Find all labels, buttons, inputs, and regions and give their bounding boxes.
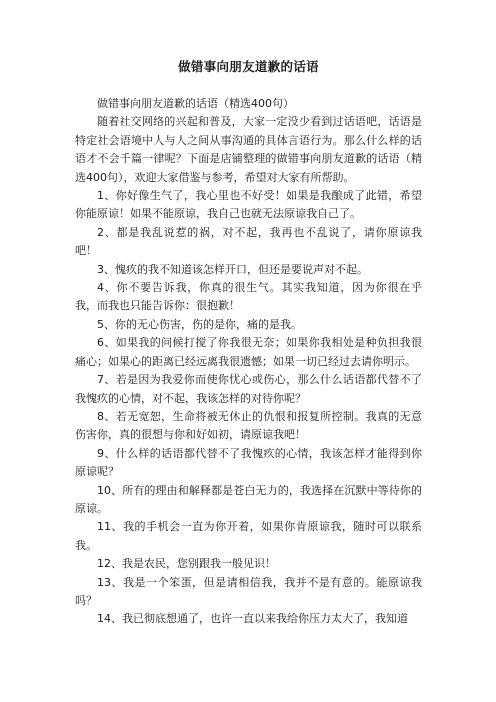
paragraph: 3、愧疚的我不知道该怎样开口，但还是要说声对不起。 (97, 262, 368, 276)
paragraph: 4、你不要告诉我，你真的很生气。其实我知道，因为你很在乎我，而我也只能告诉你：很抱歉！ (75, 281, 422, 313)
paragraph: 2、都是我乱说惹的祸，对不起，我再也不乱说了，请你原谅我吧！ (75, 225, 422, 258)
paragraph: 7、若是因为我爱你而使你忧心或伤心，那么什么话语都代替不了我愧疚的心情，对不起，我该怎样的对待你呢？ (75, 373, 422, 405)
paragraph: 10、所有的理由和解释都是苍白无力的，我选择在沉默中等待你的原谅。 (75, 483, 422, 515)
paragraph: 做错事向朋友道歉的话语（精选400句） (97, 97, 294, 110)
paragraph: 1、你好像生气了，我心里也不好受！如果是我酿成了此错，希望你能原谅！如果不能原谅，我自己也就无法原谅我自己了。 (75, 189, 422, 221)
paragraph: 13、我是一个笨蛋，但是请相信我，我并不是有意的。能原谅我吗？ (75, 575, 422, 607)
paragraph: 5、你的无心伤害，伤的是你，痛的是我。 (97, 317, 302, 331)
paragraph: 6、如果我的问候打搅了你我很无奈；如果你我相处是种负担我很痛心；如果心的距离已经远离我很遗憾；如果一切已经过去请你明示。 (75, 336, 422, 368)
paragraph: 8、若无宽恕，生命将被无休止的仇恨和报复所控制。我真的无意伤害你，真的很想与你和好如初，请原谅我吧！ (75, 409, 422, 442)
paragraph: 9、什么样的话语都代替不了我愧疚的心情，我该怎样才能得到你原谅呢？ (75, 446, 422, 479)
paragraph: 14、我已彻底想通了，也许一直以来我给你压力太大了，我知道 (97, 612, 408, 626)
paragraph: 12、我是农民，您别跟我一般见识！ (97, 557, 276, 571)
paragraph: 随着社交网络的兴起和普及，大家一定没少看到过话语吧，话语是特定社会语境中人与人之间从事沟通的具体言语行为。那么什么样的话语才不会千篇一律呢？下面是店铺整理的做错事向朋友道歉的话语（精选400句），欢迎大家借鉴与参考，希望对大家有所帮助。 (75, 115, 422, 184)
paragraph: 11、我的手机会一直为你开着，如果你肯原谅我，随时可以联系我。 (75, 520, 422, 552)
document-title: 做错事向朋友道歉的话语 (178, 59, 319, 74)
